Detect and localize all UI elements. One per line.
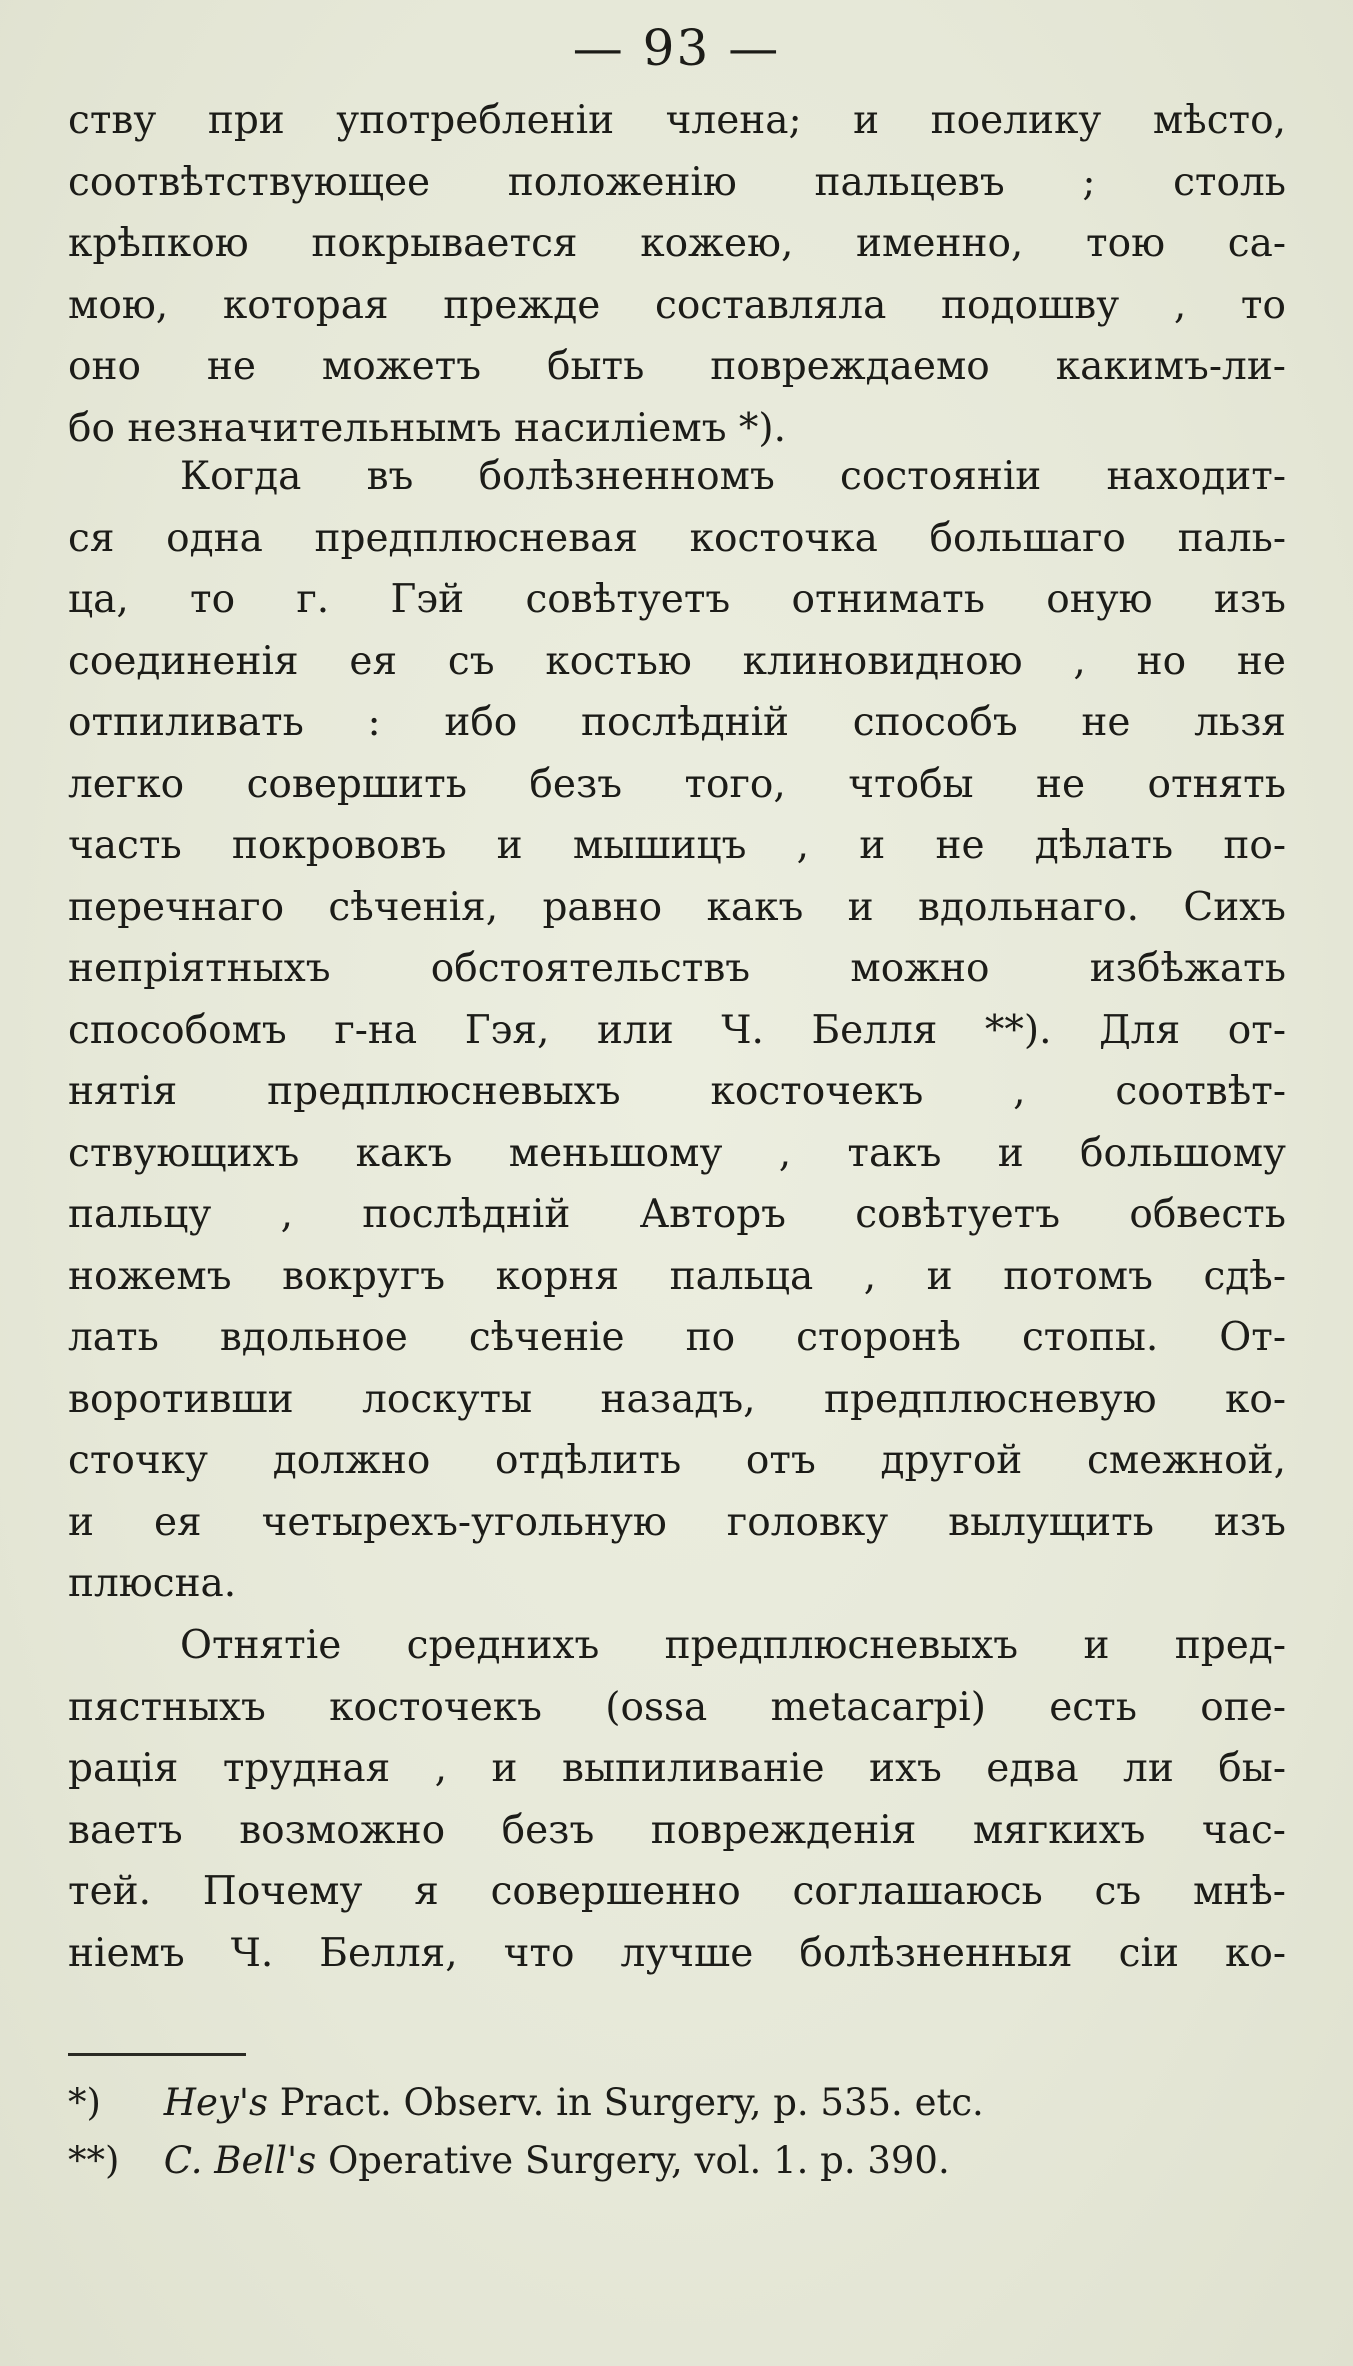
- text-line: оно не можетъ быть повреждаемо какимъ-ли-: [68, 344, 1286, 389]
- text-line: и ея четырехъ-угольную головку вылущить изъ: [68, 1499, 1286, 1545]
- text-line: соединенія ея съ костью клиновидною , но не: [68, 638, 1286, 684]
- text-line: часть покрововъ и мышицъ , и не дѣлать по-: [68, 823, 1286, 868]
- text-line: способомъ г-на Гэя, или Ч. Белля **). Для от-: [68, 1007, 1286, 1053]
- footnote-divider: [68, 2053, 246, 2056]
- paragraph-2: [68, 446, 1286, 1615]
- text-line: воротивши лоскуты назадъ, предплюсневую ко-: [68, 1376, 1286, 1422]
- text-line: Отнятіе среднихъ предплюсневыхъ и пред-: [180, 1623, 1286, 1668]
- text-line: ніемъ Ч. Белля, что лучше болѣзненныя сіи ко-: [68, 1930, 1286, 1976]
- text-line: ваетъ возможно безъ поврежденія мягкихъ час-: [68, 1807, 1286, 1853]
- text-line: перечнаго сѣченія, равно какъ и вдольнаго. Сихъ: [68, 884, 1286, 930]
- text-line: пястныхъ косточекъ (ossa metacarpi) есть опе-: [68, 1684, 1286, 1730]
- text-line: ца, то г. Гэй совѣтуетъ отнимать оную изъ: [68, 577, 1286, 622]
- text-line: Когда въ болѣзненномъ состояніи находит-: [180, 454, 1286, 499]
- footnote-1: [68, 2074, 1286, 2132]
- footnote-author: C. Bell's: [163, 2139, 317, 2182]
- text-line: сточку должно отдѣлить отъ другой смежной,: [68, 1438, 1286, 1483]
- text-line: ству при употребленіи члена; и поелику мѣсто,: [68, 98, 1286, 143]
- text-line: легко совершить безъ того, чтобы не отнять: [68, 761, 1286, 807]
- footnotes: [68, 2074, 1286, 2190]
- footnote-text: Operative Surgery, vol. 1. p. 390.: [327, 2139, 950, 2182]
- text-line: крѣпкою покрывается кожею, именно, тою са-: [68, 221, 1286, 266]
- text-line: бо незначительнымъ насиліемъ *).: [68, 405, 787, 451]
- paragraph-1: [68, 90, 1286, 459]
- footnote-mark: **): [68, 2139, 120, 2182]
- text-line: ся одна предплюсневая косточка большаго паль-: [68, 515, 1286, 561]
- footnote-mark: *): [68, 2081, 101, 2124]
- text-line: ствующихъ какъ меньшому , такъ и большому: [68, 1130, 1286, 1176]
- text-line: лать вдольное сѣченіе по сторонѣ стопы. От-: [68, 1315, 1286, 1360]
- footnote-author: Hey's: [163, 2081, 268, 2124]
- footnote-2: [68, 2132, 1286, 2190]
- text-line: плюсна.: [68, 1561, 237, 1606]
- page-number: — 93 —: [572, 19, 781, 77]
- text-line: тей. Почему я совершенно соглашаюсь съ мнѣ-: [68, 1869, 1286, 1914]
- footnote-text: Pract. Observ. in Surgery, p. 535. etc.: [279, 2081, 984, 2124]
- text-line: мою, которая прежде составляла подошву , то: [68, 282, 1286, 328]
- text-line: рація трудная , и выпиливаніе ихъ едва ли бы-: [68, 1746, 1286, 1791]
- text-line: отпиливать : ибо послѣдній способъ не льзя: [68, 700, 1286, 745]
- text-line: непріятныхъ обстоятельствъ можно избѣжать: [68, 946, 1286, 991]
- text-line: пальцу , послѣдній Авторъ совѣтуетъ обвесть: [68, 1192, 1286, 1237]
- text-line: ножемъ вокругъ корня пальца , и потомъ сдѣ-: [68, 1253, 1286, 1299]
- paragraph-3: [68, 1615, 1286, 1984]
- text-line: нятія предплюсневыхъ косточекъ , соотвѣт-: [68, 1069, 1286, 1114]
- text-line: соотвѣтствующее положенію пальцевъ ; столь: [68, 159, 1286, 205]
